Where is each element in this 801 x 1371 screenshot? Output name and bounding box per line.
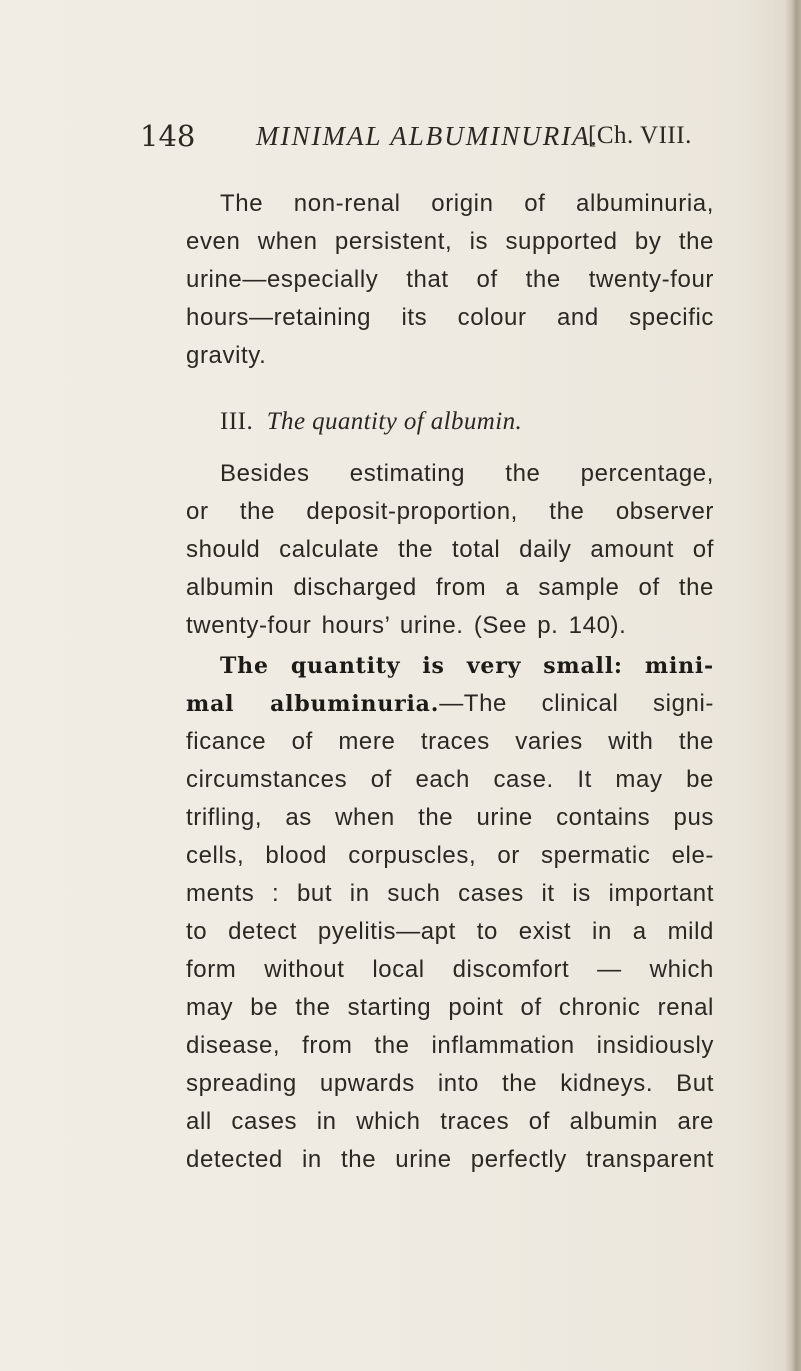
running-head <box>140 118 720 154</box>
text-line: or the deposit-proportion, the observer <box>186 498 714 525</box>
page-number: 148 <box>140 119 196 153</box>
bold-sidehead-line: The quantity is very small: mini- <box>220 653 714 679</box>
section-number: III. <box>220 408 254 435</box>
text-line: hours—retaining its colour and specific <box>186 304 714 331</box>
text-line: should calculate the total daily amount of <box>186 536 714 563</box>
bold-sidehead-end: mal albuminuria. <box>186 691 440 717</box>
text-line: trifling, as when the urine contains pus <box>186 804 714 831</box>
text-line: gravity. <box>186 342 267 369</box>
text-line: cells, blood corpuscles, or spermatic ele- <box>186 842 714 869</box>
text-line: Besides estimating the percentage, <box>220 460 714 487</box>
page-spine-shadow <box>785 0 801 1371</box>
text-line: to detect pyelitis—apt to exist in a mild <box>186 918 714 945</box>
text-line: disease, from the inflammation insidiously <box>186 1032 714 1059</box>
text-run: —The clinical signi- <box>439 690 714 717</box>
text-line: all cases in which traces of albumin are <box>186 1108 714 1135</box>
text-line: may be the starting point of chronic renal <box>186 994 714 1021</box>
text-line: even when persistent, is supported by the <box>186 228 714 255</box>
text-line <box>186 686 714 722</box>
text-line: urine—especially that of the twenty-four <box>186 266 714 293</box>
section-heading <box>220 404 522 440</box>
text-line: albumin discharged from a sample of the <box>186 574 714 601</box>
section-title: The quantity of albumin. <box>266 408 523 435</box>
text-line: spreading upwards into the kidneys. But <box>186 1070 714 1097</box>
chapter-label: [Ch. VIII. <box>588 122 692 149</box>
text-line: form without local discomfort — which <box>186 956 714 983</box>
text-line: circumstances of each case. It may be <box>186 766 714 793</box>
text-line: detected in the urine perfectly transparent <box>186 1146 714 1173</box>
running-title: MINIMAL ALBUMINURIA. <box>256 121 600 151</box>
text-line: The non-renal origin of albuminuria, <box>220 190 714 217</box>
text-line: ficance of mere traces varies with the <box>186 728 714 755</box>
text-line: ments : but in such cases it is important <box>186 880 714 907</box>
text-line: twenty-four hours’ urine. (See p. 140). <box>186 612 627 639</box>
